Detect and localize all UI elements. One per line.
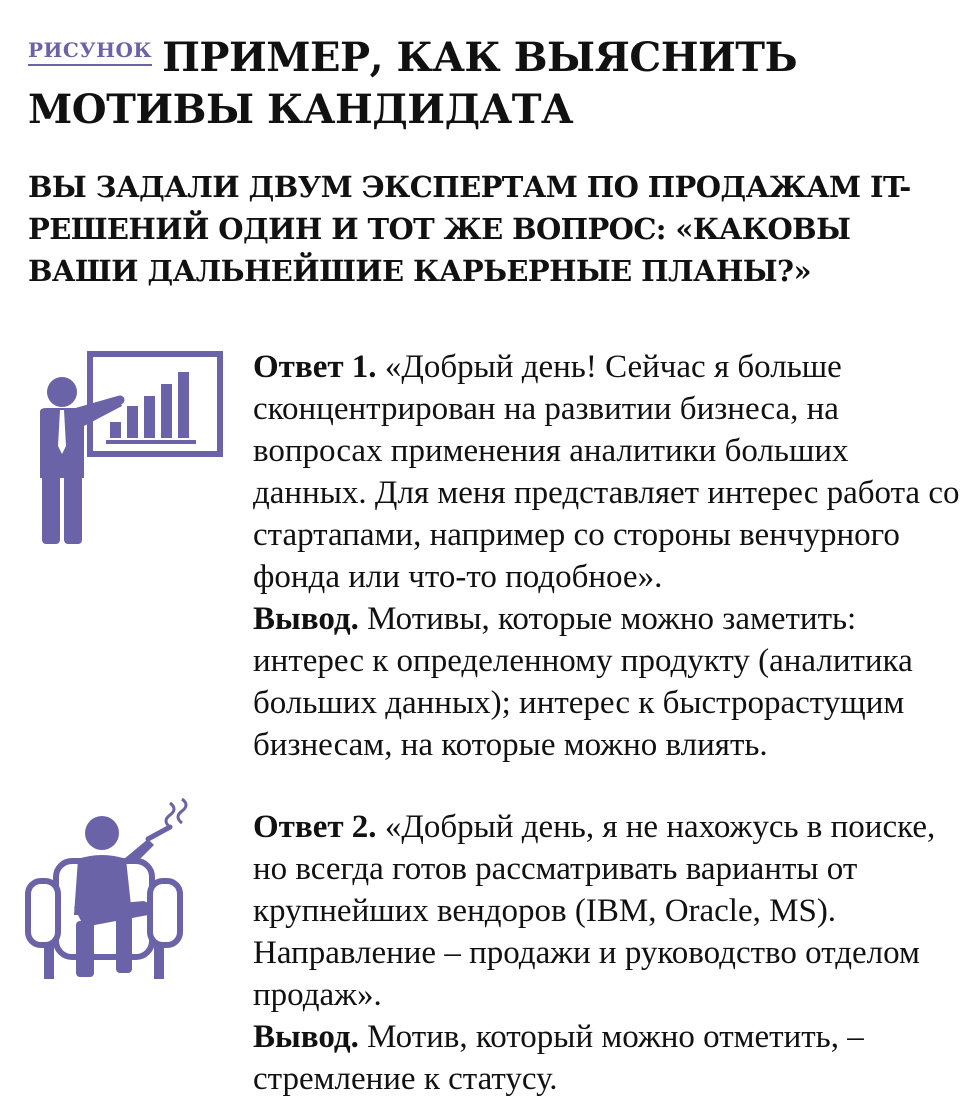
- answer-2-conclusion-paragraph: [253, 1016, 963, 1100]
- answer-1-conclusion-paragraph: [253, 598, 963, 766]
- presenter-chart-icon: [22, 350, 227, 550]
- figure-label: РИСУНОК: [28, 38, 152, 66]
- question-subtitle: ВЫ ЗАДАЛИ ДВУМ ЭКСПЕРТАМ ПО ПРОДАЖАМ IT-РЕШЕНИЙ ОДИН И ТОТ ЖЕ ВОПРОС: «КАКОВЫ ВАШИ ДАЛЬНЕЙШИЕ КАРЬЕРНЫЕ ПЛАНЫ?»: [28, 170, 911, 288]
- answer-2-conclusion-label: Вывод.: [253, 1019, 359, 1055]
- title-line-1: [28, 24, 958, 84]
- answer-1-conclusion: Мотивы, которые можно заметить: интерес к определенному продукту (аналитика больших данных); интерес к быстрорастущим бизнесам, на которые можно влиять.: [253, 601, 913, 763]
- answer-1-label: Ответ 1.: [253, 349, 377, 385]
- relaxed-armchair-icon: [20, 795, 200, 985]
- answer-2-conclusion: Мотив, который можно отметить, – стремление к статусу.: [253, 1019, 864, 1097]
- answer-1: [253, 346, 963, 766]
- page-title-part-2: МОТИВЫ КАНДИДАТА: [28, 86, 574, 133]
- answer-1-conclusion-label: Вывод.: [253, 601, 359, 637]
- answer-2: [253, 806, 963, 1100]
- page-title-part-1: ПРИМЕР, КАК ВЫЯСНИТЬ: [162, 34, 798, 81]
- header: [28, 24, 958, 136]
- answer-1-quote: «Добрый день! Сейчас я больше сконцентрирован на развитии бизнеса, на вопросах применения аналитики больших данных. Для меня представляет интерес работа со стартапами, например со стороны венчурного фонда или что-то подобное».: [253, 349, 960, 595]
- answer-2-quote: «Добрый день, я не нахожусь в поиске, но всегда готов рассматривать варианты от крупнейших вендоров (IBM, Oracle, MS). Направление – продажи и руководство отделом продаж».: [253, 809, 936, 1013]
- answer-2-quote-paragraph: [253, 806, 963, 1016]
- answer-2-label: Ответ 2.: [253, 809, 377, 845]
- answer-1-quote-paragraph: [253, 346, 963, 598]
